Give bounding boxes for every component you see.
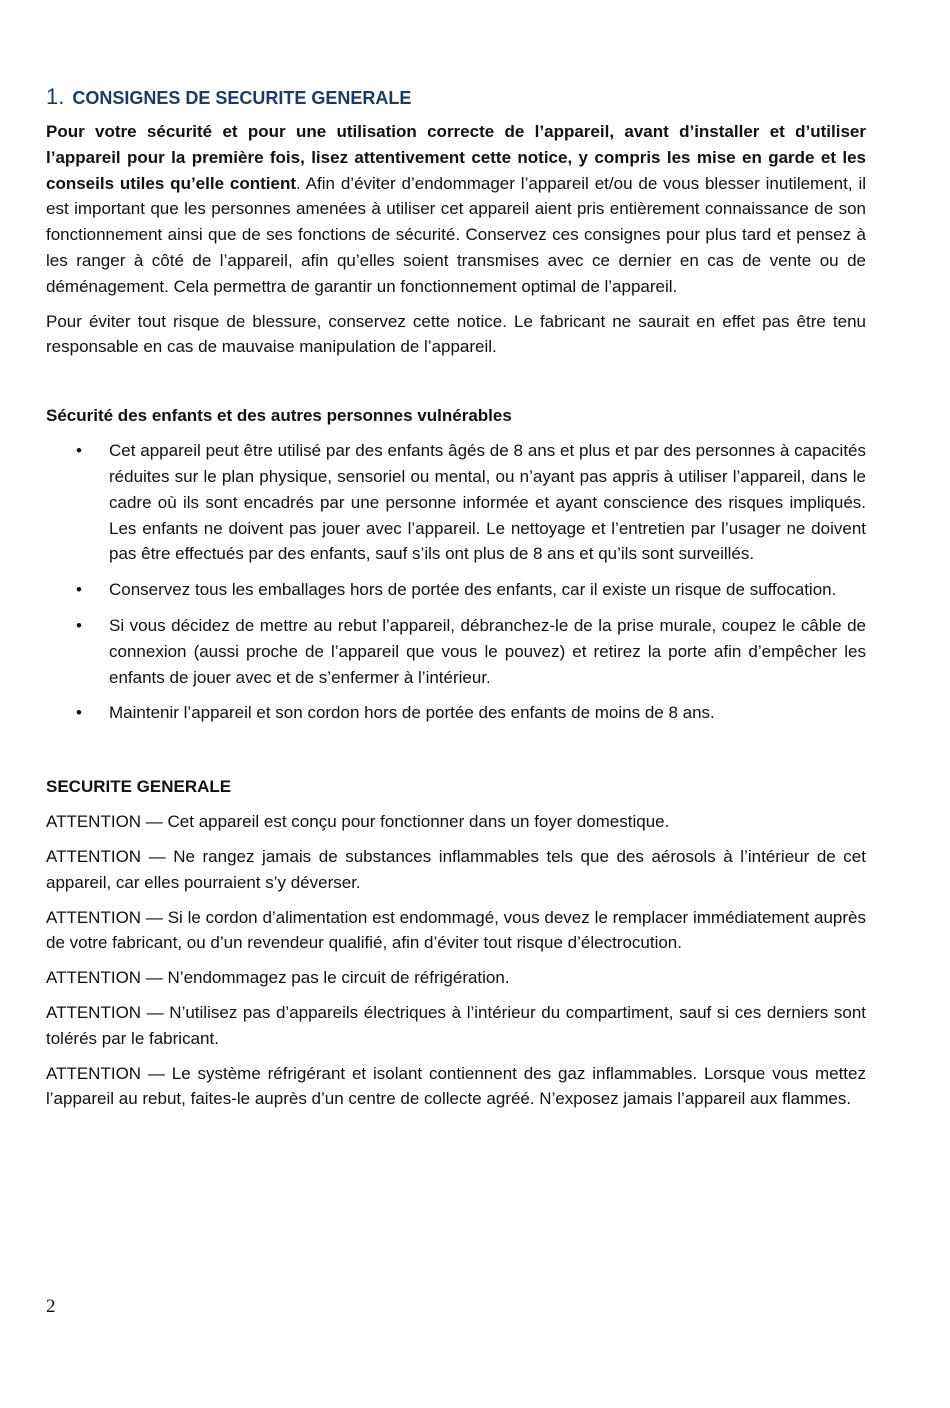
list-item: • Conservez tous les emballages hors de portée des enfants, car il existe un risque de suffocation. (46, 577, 866, 603)
warning-paragraph: ATTENTION — Cet appareil est conçu pour fonctionner dans un foyer domestique. (46, 812, 670, 832)
section-number: 1. (46, 84, 65, 109)
children-safety-list (46, 438, 866, 726)
warning-paragraph: ATTENTION — Le système réfrigérant et isolant contiennent des gaz inflammables. Lorsque vous mettez l’appareil au rebut, faites-le auprès d’un centre de collecte agréé. N’exposez jamais l’appareil aux flammes. (46, 1063, 866, 1109)
intro-bold-text: Pour votre sécurité et pour une utilisation correcte de l’appareil, avant d’installer et d’utiliser l’appareil pour la première fois, lisez attentivement cette notice, y compris les mise en garde et les conseils utiles qu’elle contient (46, 122, 866, 193)
intro-paragraph (46, 119, 866, 300)
intro-regular-text: . Afin d’éviter d’endommager l’appareil et/ou de vous blesser inutilement, il est important que les personnes amenées à utiliser cet appareil aient pris entièrement connaissance de son fonctionnement ainsi que de ses fonctions de sécurité. Conservez ces consignes pour plus tard et pensez à les ranger à côté de l’appareil, afin qu’elles soient transmises avec ce dernier en cas de vente ou de déménagement. Cela permettra de garantir un fonctionnement optimal de l’appareil. (46, 173, 866, 296)
section-title (46, 84, 866, 111)
warning-paragraph: ATTENTION — N’endommagez pas le circuit de réfrigération. (46, 968, 510, 988)
warning-paragraph: ATTENTION — N’utilisez pas d’appareils électriques à l’intérieur du compartiment, sauf si ces derniers sont tolérés par le fabricant. (46, 1002, 866, 1048)
list-item: • Si vous décidez de mettre au rebut l’appareil, débranchez-le de la prise murale, coupez le câble de connexion (aussi proche de l’appareil que vous le pouvez) et retirez la porte afin d’empêcher les enfants de jouer avec et de s’enfermer à l’intérieur. (46, 613, 866, 690)
list-item: • Cet appareil peut être utilisé par des enfants âgés de 8 ans et plus et par des personnes à capacités réduites sur le plan physique, sensoriel ou mental, ou n’ayant pas appris à utiliser l’appareil, dans le cadre où ils sont encadrés par une personne informée et ayant conscience des risques impliqués. Les enfants ne doivent pas jouer avec l’appareil. Le nettoyage et l’entretien par l’usager ne doivent pas être effectués par des enfants, sauf s’ils ont plus de 8 ans et qu’ils sont surveillés. (46, 438, 866, 567)
section-title-text: CONSIGNES DE SECURITE GENERALE (72, 88, 412, 108)
intro-second-paragraph: Pour éviter tout risque de blessure, conservez cette notice. Le fabricant ne saurait en effet pas être tenu responsable en cas de mauvaise manipulation de l’appareil. (46, 311, 866, 357)
list-item: • Maintenir l’appareil et son cordon hors de portée des enfants de moins de 8 ans. (46, 700, 866, 726)
warning-paragraph: ATTENTION — Si le cordon d’alimentation est endommagé, vous devez le remplacer immédiatement auprès de votre fabricant, ou d’un revendeur qualifié, afin d’éviter tout risque d’électrocution. (46, 907, 866, 953)
children-safety-heading: Sécurité des enfants et des autres personnes vulnérables (46, 406, 512, 426)
general-safety-heading: SECURITE GENERALE (46, 777, 232, 797)
warning-paragraph: ATTENTION — Ne rangez jamais de substances inflammables tels que des aérosols à l’intérieur de cet appareil, car elles pourraient s’y déverser. (46, 846, 866, 892)
page-number: 2 (46, 1296, 56, 1317)
